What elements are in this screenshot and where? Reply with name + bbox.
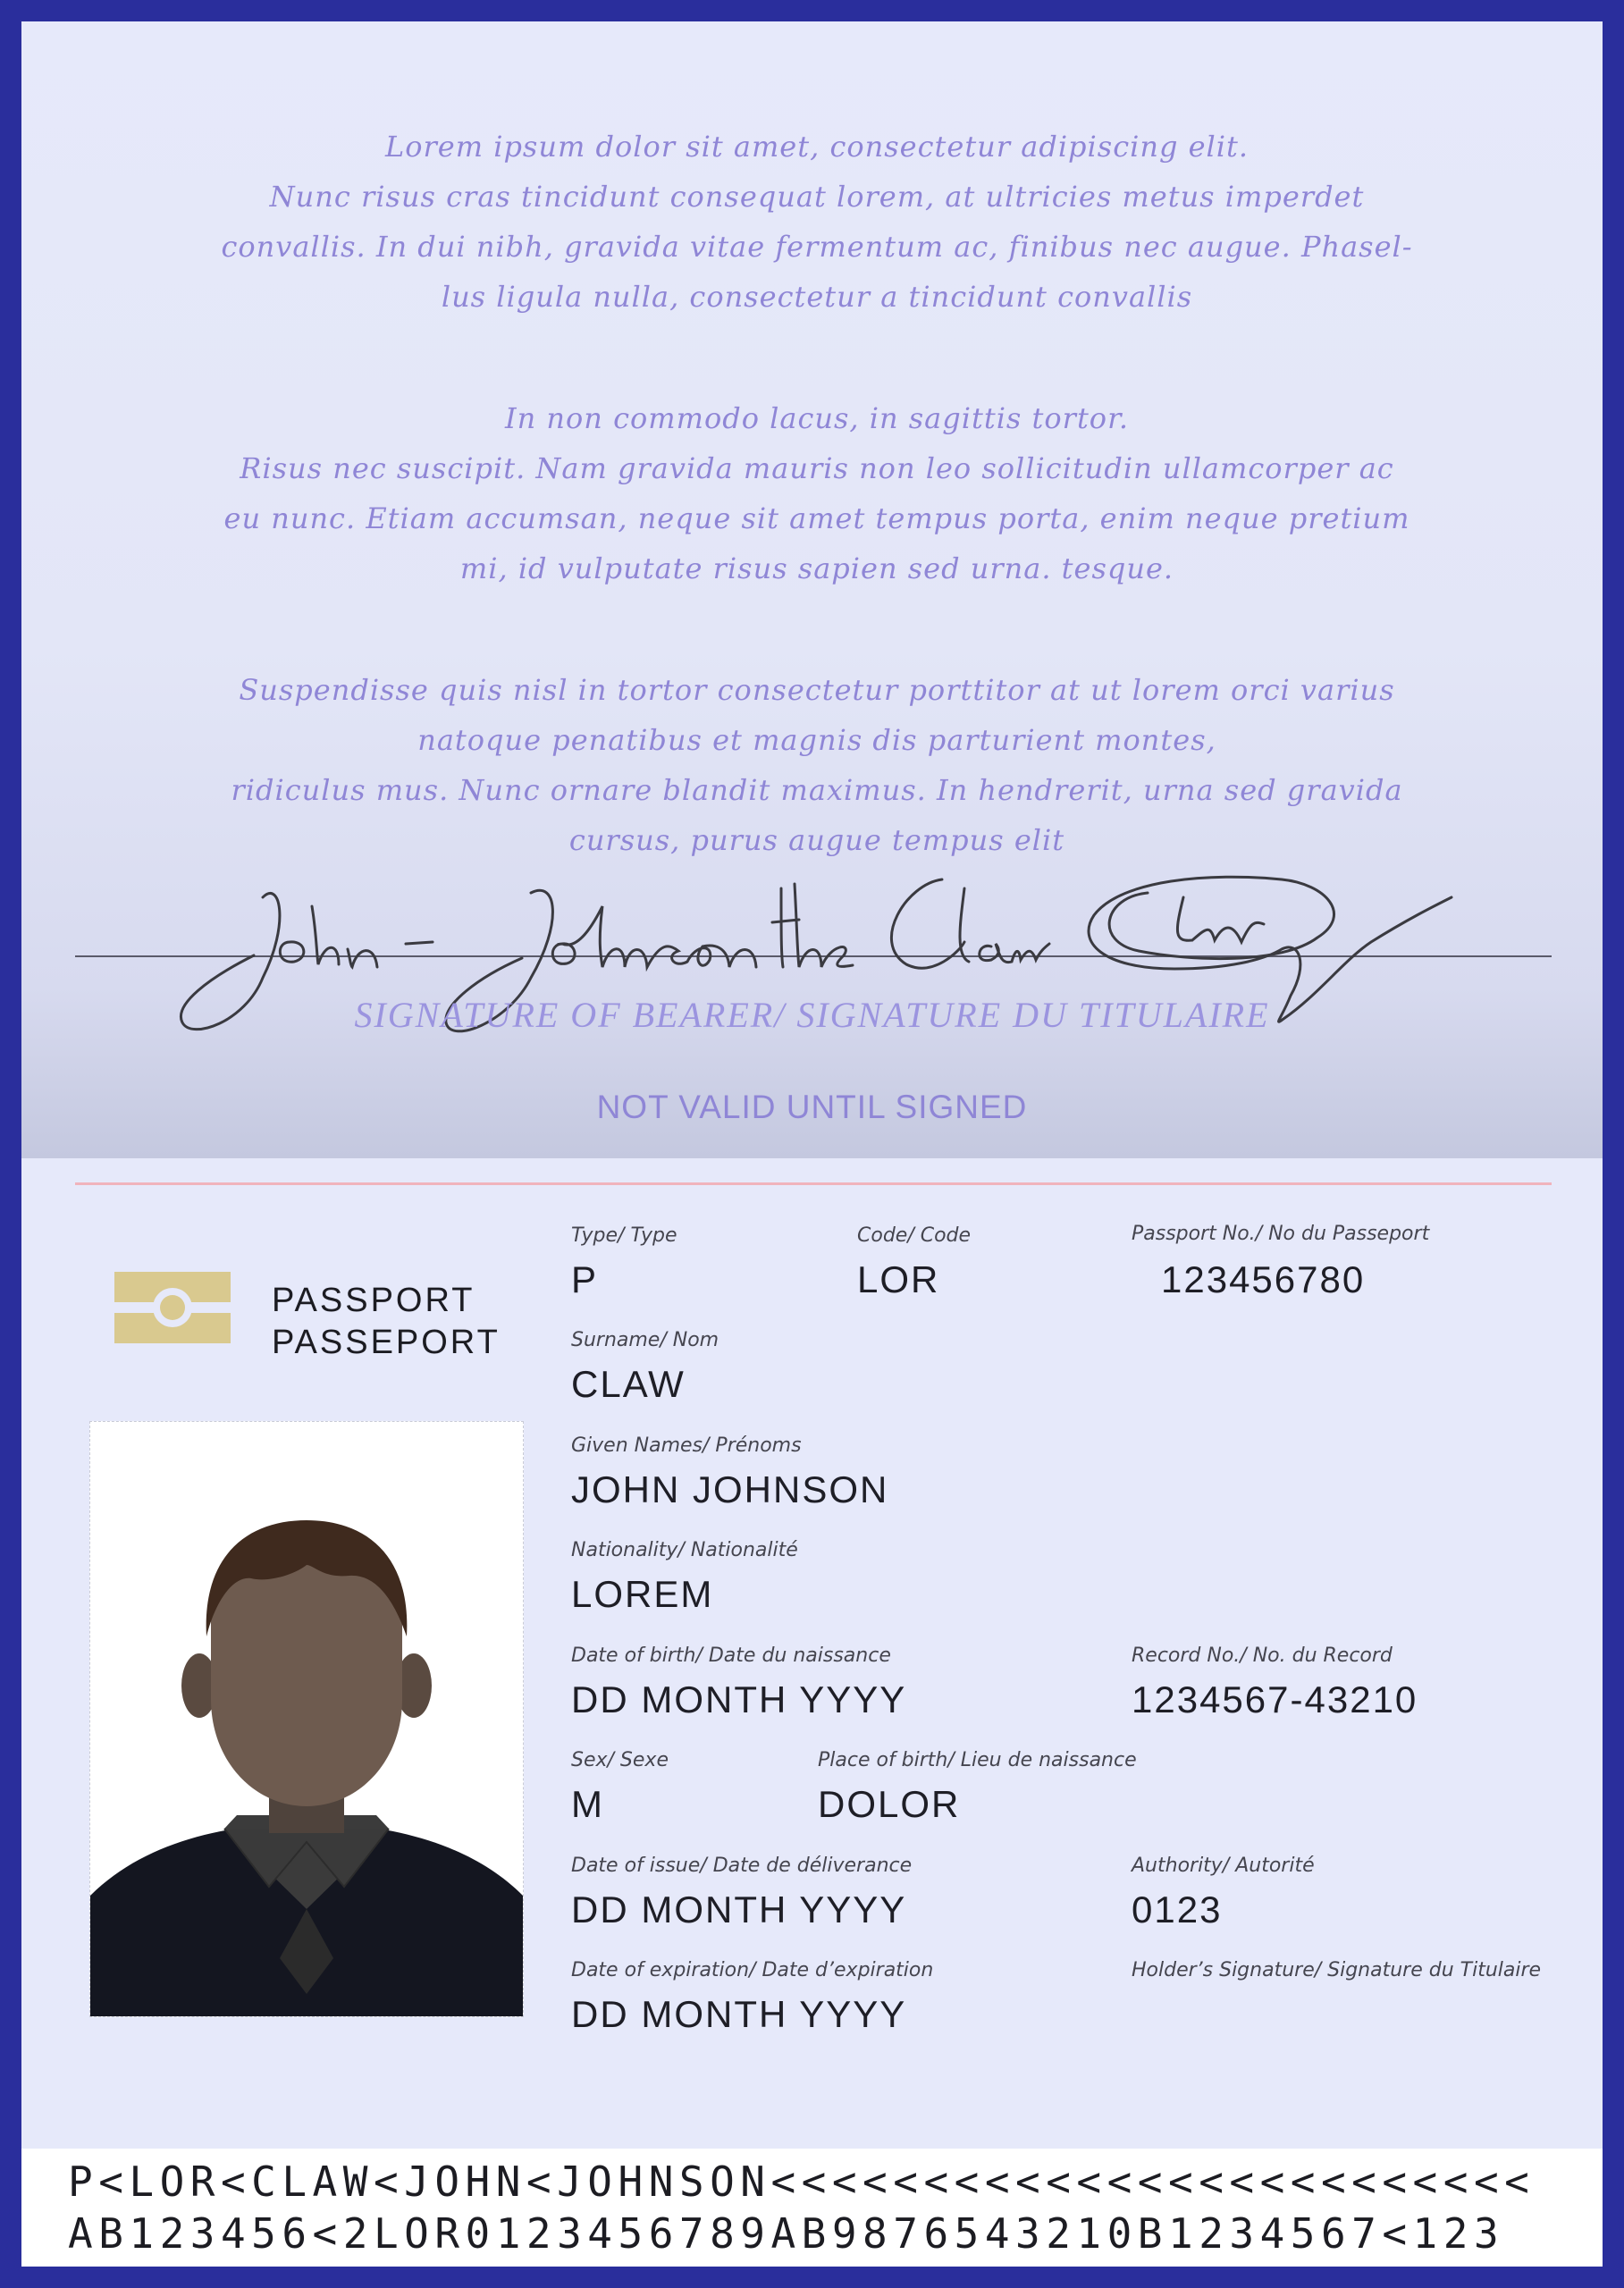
intro-paragraph-3 bbox=[147, 665, 1487, 865]
authority-label: Authority/ Autorité bbox=[1132, 1855, 1315, 1877]
text-line: convallis. In dui nibh, gravida vitae fermentum ac, finibus nec augue. Phasel- bbox=[221, 230, 1413, 264]
intro-paragraph-1 bbox=[147, 122, 1487, 322]
text-line: lus ligula nulla, consectetur a tincidunt convallis bbox=[441, 280, 1193, 314]
issue-date-value: DD MONTH YYYY bbox=[571, 1888, 907, 1930]
not-valid-notice: NOT VALID UNTIL SIGNED bbox=[596, 1089, 1028, 1125]
expiration-value: DD MONTH YYYY bbox=[571, 1993, 907, 2035]
machine-readable-zone bbox=[21, 2149, 1603, 2267]
chip-icon bbox=[114, 1272, 231, 1343]
text-line: Risus nec suscipit. Nam gravida mauris non leo sollicitudin ullamcorper ac bbox=[240, 451, 1394, 485]
sex-label: Sex/ Sexe bbox=[571, 1749, 669, 1771]
text-line: Lorem ipsum dolor sit amet, consectetur adipiscing elit. bbox=[384, 130, 1250, 164]
expiration-label: Date of expiration/ Date d’expiration bbox=[571, 1959, 934, 1981]
record-no-label: Record No./ No. du Record bbox=[1132, 1644, 1393, 1667]
place-of-birth-value: DOLOR bbox=[818, 1783, 961, 1825]
code-label: Code/ Code bbox=[857, 1224, 972, 1247]
issue-date-label: Date of issue/ Date de déliverance bbox=[571, 1855, 913, 1877]
title-line-english: PASSPORT bbox=[272, 1282, 475, 1319]
text-line: mi, id vulputate risus sapien sed urna. tesque. bbox=[459, 551, 1174, 585]
text-line: natoque penatibus et magnis dis parturient montes, bbox=[417, 723, 1216, 757]
holder-photo bbox=[89, 1421, 524, 2017]
surname-label: Surname/ Nom bbox=[571, 1329, 719, 1351]
passport-no-value: 123456780 bbox=[1161, 1258, 1366, 1300]
text-line: ridiculus mus. Nunc ornare blandit maximus. In hendrerit, urna sed gravida bbox=[231, 773, 1403, 807]
text-line: Suspendisse quis nisl in tortor consectetur porttitor at ut lorem orci varius bbox=[239, 673, 1395, 707]
nationality-label: Nationality/ Nationalité bbox=[571, 1539, 798, 1561]
text-line: In non commodo lacus, in sagittis tortor. bbox=[504, 401, 1130, 435]
text-line: Nunc risus cras tincidunt consequat lorem, at ultricies metus imperdet bbox=[269, 180, 1365, 214]
mrz-line-1: P<LOR<CLAW<JOHN<JOHNSON<<<<<<<<<<<<<<<<<<<<<<<<< bbox=[68, 2158, 1536, 2206]
person-silhouette-icon bbox=[90, 1422, 523, 2016]
passport-no-label: Passport No./ No du Passeport bbox=[1132, 1223, 1430, 1245]
given-names-label: Given Names/ Prénoms bbox=[571, 1434, 802, 1457]
holder-signature-label: Holder’s Signature/ Signature du Titulaire bbox=[1132, 1959, 1542, 1981]
authority-value: 0123 bbox=[1132, 1888, 1223, 1930]
type-label: Type/ Type bbox=[571, 1224, 677, 1247]
intro-paragraph-2 bbox=[147, 393, 1487, 593]
title-line-french: PASSEPORT bbox=[272, 1324, 501, 1361]
text-line: cursus, purus augue tempus elit bbox=[568, 823, 1065, 857]
text-line: eu nunc. Etiam accumsan, neque sit amet tempus porta, enim neque pretium bbox=[223, 501, 1410, 535]
code-value: LOR bbox=[857, 1258, 940, 1300]
mrz-line-2: AB123456<2LOR0123456789AB9876543210B1234567<123 bbox=[68, 2209, 1505, 2258]
surname-value: CLAW bbox=[571, 1363, 686, 1405]
sex-value: M bbox=[571, 1783, 604, 1825]
dob-value: DD MONTH YYYY bbox=[571, 1678, 907, 1720]
record-no-value: 1234567-43210 bbox=[1132, 1678, 1418, 1720]
place-of-birth-label: Place of birth/ Lieu de naissance bbox=[818, 1749, 1137, 1771]
dob-label: Date of birth/ Date du naissance bbox=[571, 1644, 891, 1667]
document-title bbox=[272, 1280, 501, 1364]
pink-divider bbox=[75, 1182, 1552, 1185]
given-names-value: JOHN JOHNSON bbox=[571, 1468, 889, 1510]
visa-upper-panel bbox=[21, 21, 1603, 1158]
signature-caption: SIGNATURE OF BEARER/ SIGNATURE DU TITULAIRE bbox=[354, 995, 1270, 1035]
nationality-value: LOREM bbox=[571, 1573, 714, 1615]
passport-page bbox=[21, 21, 1603, 2267]
type-value: P bbox=[571, 1258, 599, 1300]
